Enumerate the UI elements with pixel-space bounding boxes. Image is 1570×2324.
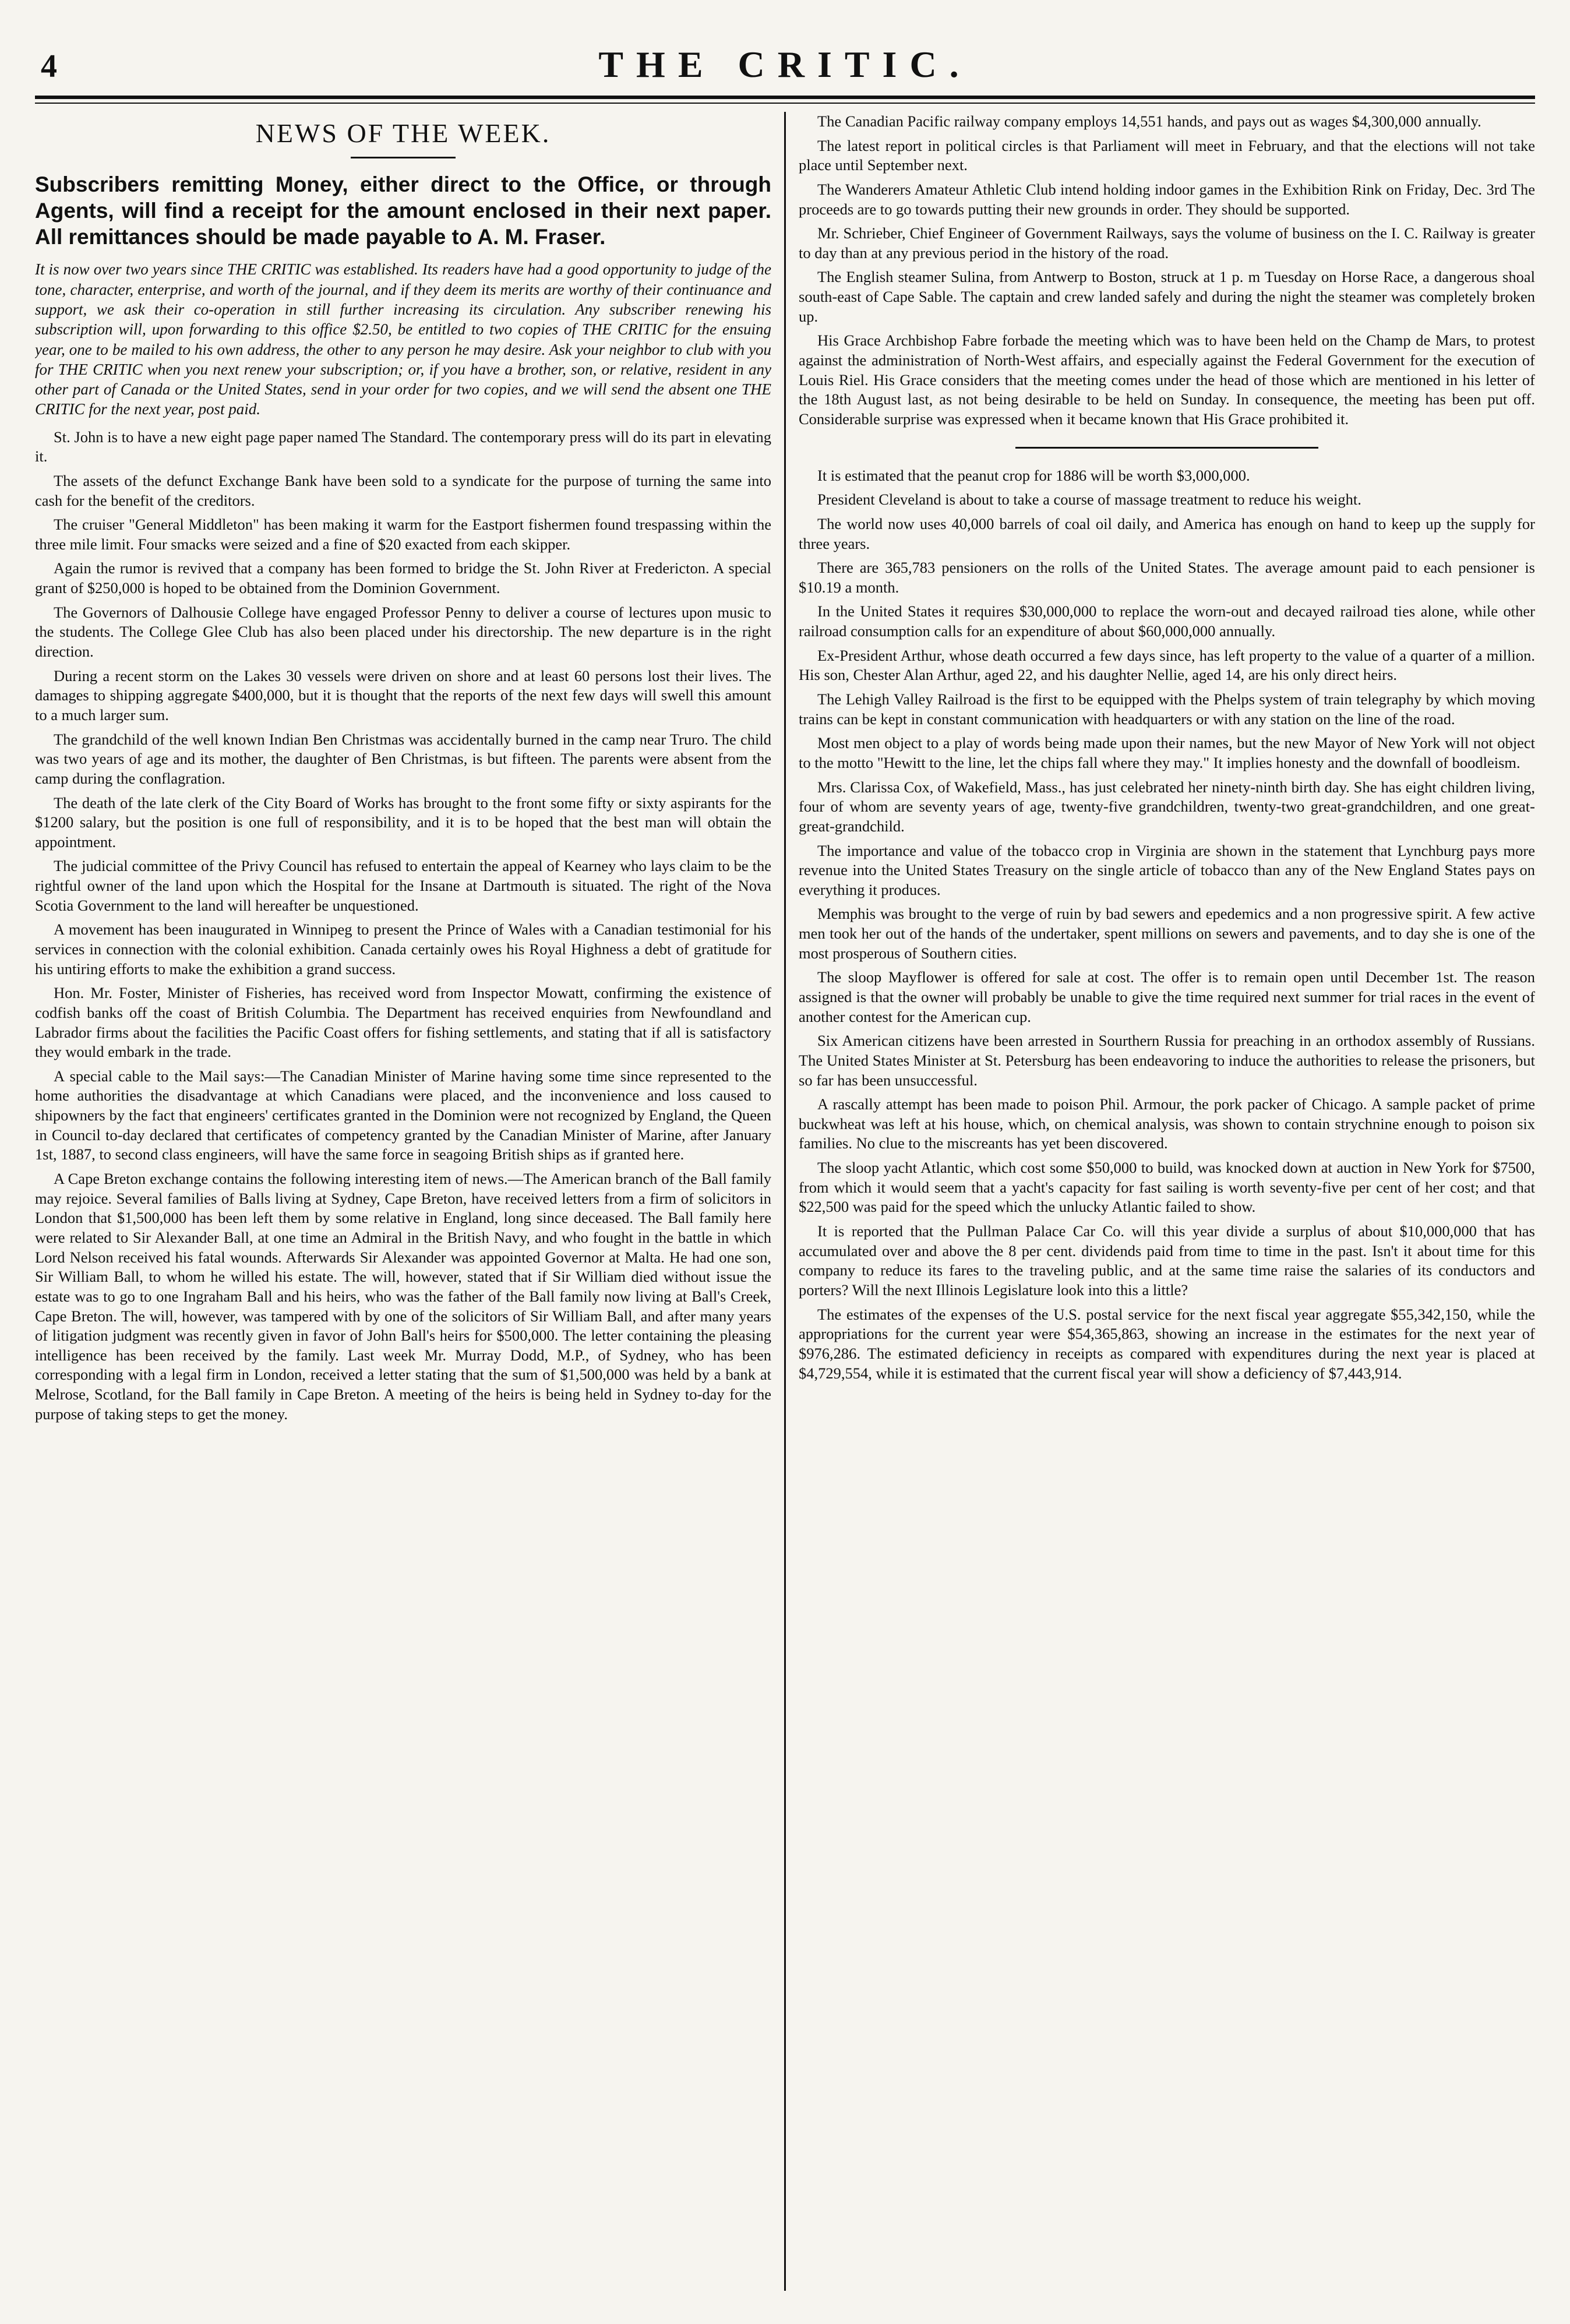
heading-rule [351,157,456,158]
masthead-rule [35,96,1535,104]
news-item: The Wanderers Amateur Athletic Club intend holding indoor games in the Exhibition Rink on Friday, Dec. 3rd The proceeds are to go towards putting their new grounds in order. They should be supported. [799,180,1535,218]
masthead [35,41,1535,93]
news-item: The judicial committee of the Privy Council has refused to entertain the appeal of Kearney who lays claim to be the rightful owner of the land upon which the Hospital for the Insane at Dartmouth is situated. The right of the Nova Scotia Government to the land will hereafter be unquestioned. [35,857,771,914]
news-item: Hon. Mr. Foster, Minister of Fisheries, has received word from Inspector Mowatt, confirming the existence of codfish banks off the coast of British Columbia. The Department has received enquiries from Newfoundland and Labrador firms about the facilities the Pacific Coast offers for fishing settlements, and stating that if all is satisfactory they would embark in the trade. [35,984,771,1061]
news-item: In the United States it requires $30,000,000 to replace the worn-out and decayed railroad ties alone, while other railroad consumption calls for an expenditure of about $60,000,000 annually. [799,602,1535,640]
news-item: The grandchild of the well known Indian Ben Christmas was accidentally burned in the camp near Truro. The child was two years of age and its mother, the daughter of Ben Christmas, is but fifteen. The parents were absent from the camp during the conflagration. [35,730,771,787]
news-item: His Grace Archbishop Fabre forbade the meeting which was to have been held on the Champ de Mars, to protest against the administration of North-West affairs, and especially against the Federal Government for the execution of Louis Riel. His Grace considers that the meeting comes under the head of those which are mentioned in his letter of the 18th August last, as not being desirable to be held on Sunday. In consequence, the meeting has been put off. Considerable surprise was expressed when it became known that His Grace prohibited it. [799,332,1535,428]
paper-title: THE CRITIC. [598,44,972,85]
news-item: The world now uses 40,000 barrels of coal oil daily, and America has enough on hand to keep up the supply for three years. [799,514,1535,552]
news-item: The sloop Mayflower is offered for sale at cost. The offer is to remain open until December 1st. The reason assigned is that the owner will probably be unable to give the time required next summer for trial races in the event of another contest for the American cup. [799,968,1535,1025]
news-item: Ex-President Arthur, whose death occurred a few days since, has left property to the value of a quarter of a million. His son, Chester Alan Arthur, aged 22, and his daughter Nellie, aged 14, are his only direct heirs. [799,646,1535,684]
news-item: President Cleveland is about to take a course of massage treatment to reduce his weight. [817,491,1361,509]
news-item: A rascally attempt has been made to poison Phil. Armour, the pork packer of Chicago. A sample packet of prime buckwheat was left at his house, which, on chemical analysis, was shown to contain strychnine enough to poison six families. No clue to the miscreants has yet been discovered. [799,1095,1535,1152]
left-column [35,112,784,2291]
intro-paragraph: It is now over two years since THE CRITIC was established. Its readers have had a good opportunity to judge of the tone, character, enterprise, and worth of the journal, and if they deem its merits are worthy of their continuance and support, we ask their co-operation in still further increasing its circulation. Any subscriber renewing his subscription will, upon forwarding to this office $2.50, be entitled to two copies of THE CRITIC for the ensuing year, one to be mailed to his own address, the other to any person he may desire. Ask your neighbor to club with you for THE CRITIC when you next renew your subscription; or, if you have a brother, son, or relative, resident in any other part of Canada or the United States, send in your order for two copies, and we will send the absent one THE CRITIC for the next year, post paid. [35,260,771,418]
subscriber-notice: Subscribers remitting Money, either direct to the Office, or through Agents, will find a receipt for the amount enclosed in their next paper. All remittances should be made payable to A. M. Fraser. [35,172,771,249]
section-heading: NEWS OF THE WEEK. [255,118,551,148]
news-item: The Governors of Dalhousie College have engaged Professor Penny to deliver a course of lectures upon music to the students. The College Glee Club has also been placed under his directorship. The new departure is in the right direction. [35,603,771,661]
columns [35,112,1535,2291]
news-item: During a recent storm on the Lakes 30 vessels were driven on shore and at least 60 persons lost their lives. The damages to shipping aggregate $400,000, but it is thought that the reports of the next few days will swell this amount to a much larger sum. [35,666,771,724]
news-item: The English steamer Sulina, from Antwerp to Boston, struck at 1 p. m Tuesday on Horse Race, a dangerous shoal south-east of Cape Sable. The captain and crew landed safely and during the night the steamer was completely broken up. [799,268,1535,325]
news-item: Six American citizens have been arrested in Sourthern Russia for preaching in an orthodox assembly of Russians. The United States Minister at St. Petersburg has been endeavoring to induce the authorities to release the prisoners, but so far has been unsuccessful. [799,1032,1535,1089]
right-column [786,112,1535,2291]
news-item: The importance and value of the tobacco crop in Virginia are shown in the statement that Lynchburg pays more revenue into the United States Treasury on the single article of tobacco than any of the New England States pays on everything it produces. [799,841,1535,898]
news-item: The assets of the defunct Exchange Bank have been sold to a syndicate for the purpose of turning the same into cash for the benefit of the creditors. [35,471,771,509]
news-item: There are 365,783 pensioners on the rolls of the United States. The average amount paid to each pensioner is $10.19 a month. [799,559,1535,596]
news-item: The death of the late clerk of the City Board of Works has brought to the front some fifty or sixty aspirants for the $1200 salary, but the position is one full of responsibility, and it is to be hoped that the best man will obtain the appointment. [35,794,771,851]
news-item: The estimates of the expenses of the U.S. postal service for the next fiscal year aggregate $55,342,150, while the appropriations for the current year were $54,365,863, showing an increase in the estimates for the next year of $976,286. The estimated deficiency in receipts as compared with expenditures during the next year is placed at $4,729,554, while it is estimated that the current fiscal year will show a deficiency of $7,443,914. [799,1305,1535,1382]
news-item: Memphis was brought to the verge of ruin by bad sewers and epedemics and a non progressive spirit. A few active men took her out of the hands of the undertaker, spent millions on sewers and pavements, and to day she is one of the most prosperous of Southern cities. [799,905,1535,962]
news-item: Most men object to a play of words being made upon their names, but the new Mayor of New York will not object to the motto "Hewitt to the line, let the chips fall where they may." It implies honesty and the downfall of boodleism. [799,734,1535,771]
news-item: The latest report in political circles is that Parliament will meet in February, and that the elections will not take place until September next. [799,136,1535,174]
section-rule [1015,447,1318,449]
news-item: The Lehigh Valley Railroad is the first to be equipped with the Phelps system of train telegraphy by which moving trains can be kept in constant communication with headquarters or with any station on the line of the road. [799,690,1535,728]
news-item: Mr. Schrieber, Chief Engineer of Government Railways, says the volume of business on the I. C. Railway is greater to day than at any previous period in the history of the road. [799,224,1535,262]
news-item: A movement has been inaugurated in Winnipeg to present the Prince of Wales with a Canadian testimonial for his services in connection with the colonial exhibition. Canada certainly owes his Royal Highness a debt of gratitude for his untiring efforts to make the exhibition a grand success. [35,921,771,978]
news-item: Mrs. Clarissa Cox, of Wakefield, Mass., has just celebrated her ninety-ninth birth day. She has eight children living, four of whom are seventy years of age, twenty-five grandchildren, twenty-two great-grandchildren, and one great-great-grandchild. [799,778,1535,835]
news-item: It is reported that the Pullman Palace Car Co. will this year divide a surplus of about $10,000,000 that has accumulated over and above the 8 per cent. dividends paid from time to time in the past. Isn't it about time for this company to reduce its fares to the traveling public, and at the same time raise the salaries of its conductors and porters? Will the next Illinois Legislature look into this a little? [799,1222,1535,1299]
news-item: A Cape Breton exchange contains the following interesting item of news.—The American branch of the Ball family may rejoice. Several families of Balls living at Sydney, Cape Breton, have received letters from a firm of solicitors in London that $1,500,000 has been left them by some relative in England, long since deceased. The Ball family here were related to Sir Alexander Ball, at one time an Admiral in the British Navy, and who fought in the battle in which Lord Nelson received his fatal wounds. Afterwards Sir Alexander was appointed Governor at Malta. He had one son, Sir William Ball, to whom he willed his estate. The will, however, stated that if Sir William died without issue the estate was to go to one Ingraham Ball and his heirs, who was the father of the Ball family now living at Ball's Creek, Cape Breton. The will, however, was tampered with by one of the solicitors of Sir William Ball, and after many years of litigation judgment was recently given in favor of John Ball's heirs for $500,000. The letter containing the pleasing intelligence has been received by the family. Last week Mr. Murray Dodd, M.P., of Sydney, who has been corresponding with a legal firm in London, received a letter stating that the sum of $1,500,000 was held by a bank at Melrose, Scotland, for the Ball family in Cape Breton. A meeting of the heirs is being held in Sydney to-day for the purpose of taking steps to get the money. [35,1170,771,1423]
news-item: The sloop yacht Atlantic, which cost some $50,000 to build, was knocked down at auction in New York for $7500, from which it would seem that a yacht's capacity for fast sailing is worth seventy-five per cent of her cost; and that $22,500 was paid for the speed which the unlucky Atlantic failed to show. [799,1159,1535,1216]
news-item: A special cable to the Mail says:—The Canadian Minister of Marine having some time since represented to the home authorities the disadvantage at which Canadians were placed, and the inconvenience and loss caused to shipowners by the fact that engineers' certificates granted in the Dominion were not recognized by England, the Queen in Council to-day declared that certificates of competency granted by the Canadian Minister of Marine, after January 1st, 1887, to second class engineers, will have the same force in seagoing British ships as if granted here. [35,1067,771,1163]
page-number: 4 [41,48,57,84]
news-item: The cruiser "General Middleton" has been making it warm for the Eastport fishermen found trespassing within the three mile limit. Four smacks were seized and a fine of $20 exacted from each skipper. [35,516,771,553]
news-item: The Canadian Pacific railway company employs 14,551 hands, and pays out as wages $4,300,000 annually. [817,112,1481,130]
news-item: St. John is to have a new eight page paper named The Standard. The contemporary press will do its part in elevating it. [35,428,771,465]
news-item: It is estimated that the peanut crop for 1886 will be worth $3,000,000. [817,466,1250,484]
news-item: Again the rumor is revived that a company has been formed to bridge the St. John River at Fredericton. A special grant of $250,000 is hoped to be obtained from the Dominion Government. [35,559,771,597]
